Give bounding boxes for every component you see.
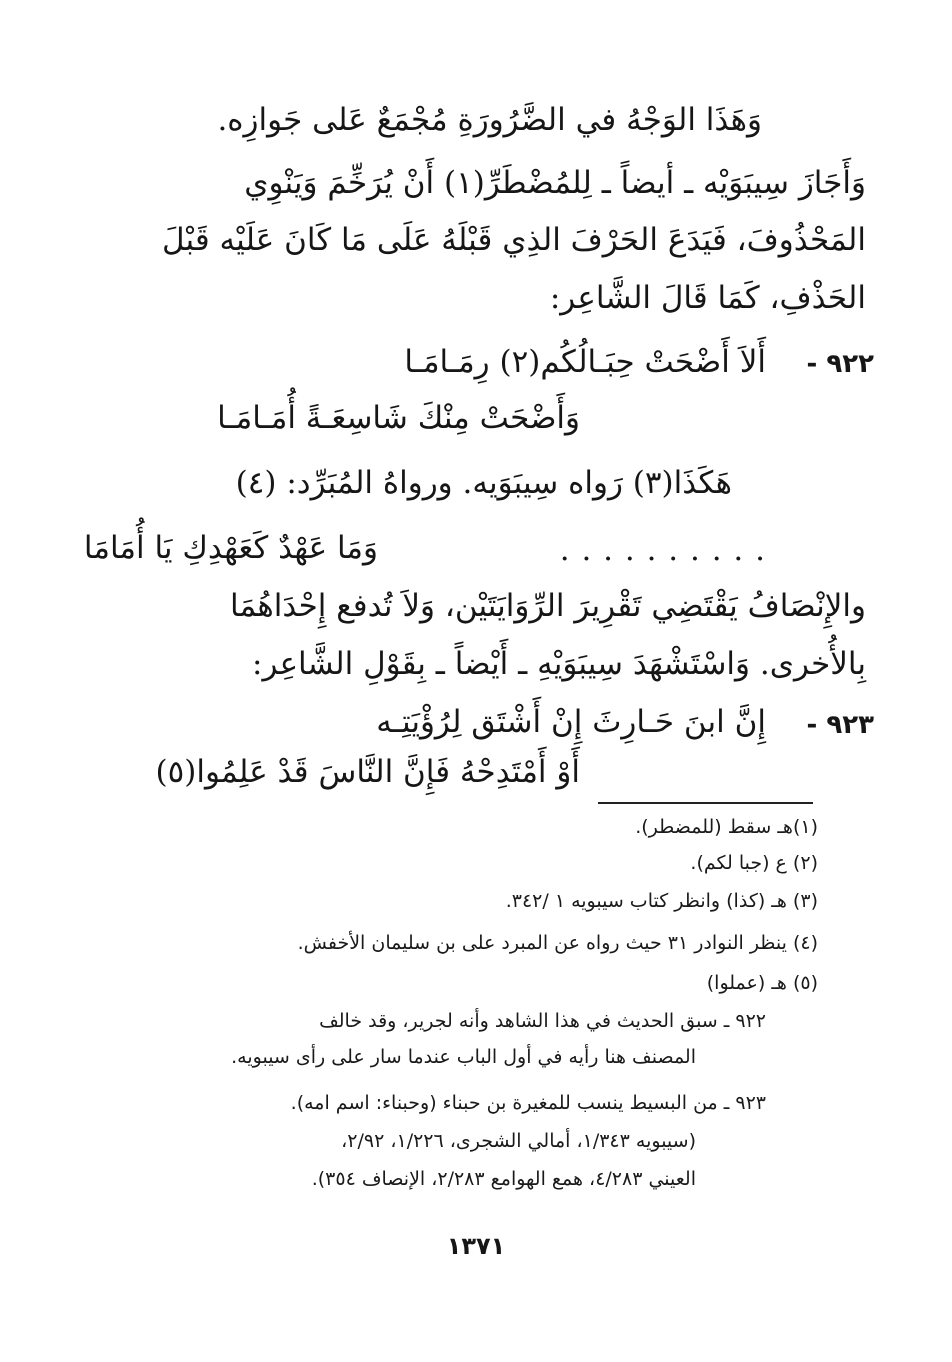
body-line-2: وَأَجَازَ سِيبَوَيْه ـ أيضاً ـ لِلمُضْطَرِّ(١) أَنْ يُرَخِّمَ وَيَنْوِي bbox=[244, 165, 866, 201]
footnote-separator bbox=[598, 802, 813, 804]
page-number: ١٣٧١ bbox=[446, 1232, 506, 1260]
body-line-insaf-2: بِالأُخرى. وَاسْتَشْهَدَ سِيبَوَيْهِ ـ أَيْضاً ـ بِقَوْلِ الشَّاعِر: bbox=[252, 646, 866, 682]
verse-923-second-hemistich: أَوْ أَمْتَدِحْهُ فَإِنَّ النَّاسَ قَدْ عَلِمُوا(٥) bbox=[155, 754, 580, 790]
note-922-line-2: المصنف هنا رأيه في أول الباب عندما سار على رأى سيبويه. bbox=[231, 1046, 696, 1068]
footnote-3: (٣) هـ (كذا) وانظر كتاب سيبويه ١ /٣٤٢. bbox=[505, 890, 818, 912]
body-line-4: الحَذْفِ، كَمَا قَالَ الشَّاعِر: bbox=[549, 280, 866, 316]
footnote-5: (٥) هـ (عملوا) bbox=[706, 972, 818, 994]
verse-922-second-hemistich: وَأَضْحَتْ مِنْكَ شَاسِعَـةً أُمَـامَـا bbox=[217, 400, 580, 436]
body-line-1: وَهَذَا الوَجْهُ في الضَّرُورَةِ مُجْمَعٌ عَلى جَوازِه. bbox=[217, 102, 762, 138]
footnote-2: (٢) ع (جبا لكم). bbox=[690, 852, 818, 874]
note-922-line-1: ٩٢٢ ـ سبق الحديث في هذا الشاهد وأنه لجرير، وقد خالف bbox=[319, 1010, 766, 1032]
verse-922-first-hemistich: أَلاَ أَضْحَتْ حِبَـالُكُم(٢) رِمَـامَـا bbox=[404, 344, 766, 380]
note-923-line-1: ٩٢٣ ـ من البسيط ينسب للمغيرة بن حبناء (وحبناء: اسم امه). bbox=[290, 1092, 766, 1114]
body-line-riwaya: هَكَذَا(٣) رَواه سِيبَوَيه. ورواهُ المُبَرِّد: (٤) bbox=[235, 465, 732, 501]
verse-number-922: ٩٢٢ - bbox=[806, 349, 874, 379]
body-line-3: المَحْذُوفَ، فَيَدَعَ الحَرْفَ الذِي قَبْلَهُ عَلَى مَا كَانَ عَلَيْه قَبْلَ bbox=[162, 222, 866, 258]
verse-923-first-hemistich: إِنَّ ابنَ حَـارِثَ إِنْ أَشْتَق لِرُؤْيَتِـه bbox=[376, 704, 766, 740]
verse-omission-dots: . . . . . . . . . . bbox=[559, 532, 766, 568]
note-923-line-3: العيني ٤/٢٨٣، همع الهوامع ٢/٢٨٣، الإنصاف ٣٥٤). bbox=[311, 1168, 696, 1190]
verse-number-923: ٩٢٣ - bbox=[806, 710, 874, 740]
verse-mubarrad-hemistich: وَمَا عَهْدٌ كَعَهْدِكِ يَا أُمَامَا bbox=[83, 530, 378, 566]
footnote-1: (١)هـ سقط (للمضطر). bbox=[635, 816, 818, 838]
note-923-line-2: (سيبويه ١/٣٤٣، أمالي الشجرى، ١/٢٢٦، ٢/٩٢، bbox=[341, 1130, 696, 1152]
footnote-4: (٤) ينظر النوادر ٣١ حيث رواه عن المبرد على بن سليمان الأخفش. bbox=[297, 932, 818, 954]
body-line-insaf-1: والإِنْصَافُ يَقْتَضِي تَقْرِيرَ الرِّوَايَتَيْن، وَلاَ تُدفع إِحْدَاهُمَا bbox=[230, 588, 866, 624]
